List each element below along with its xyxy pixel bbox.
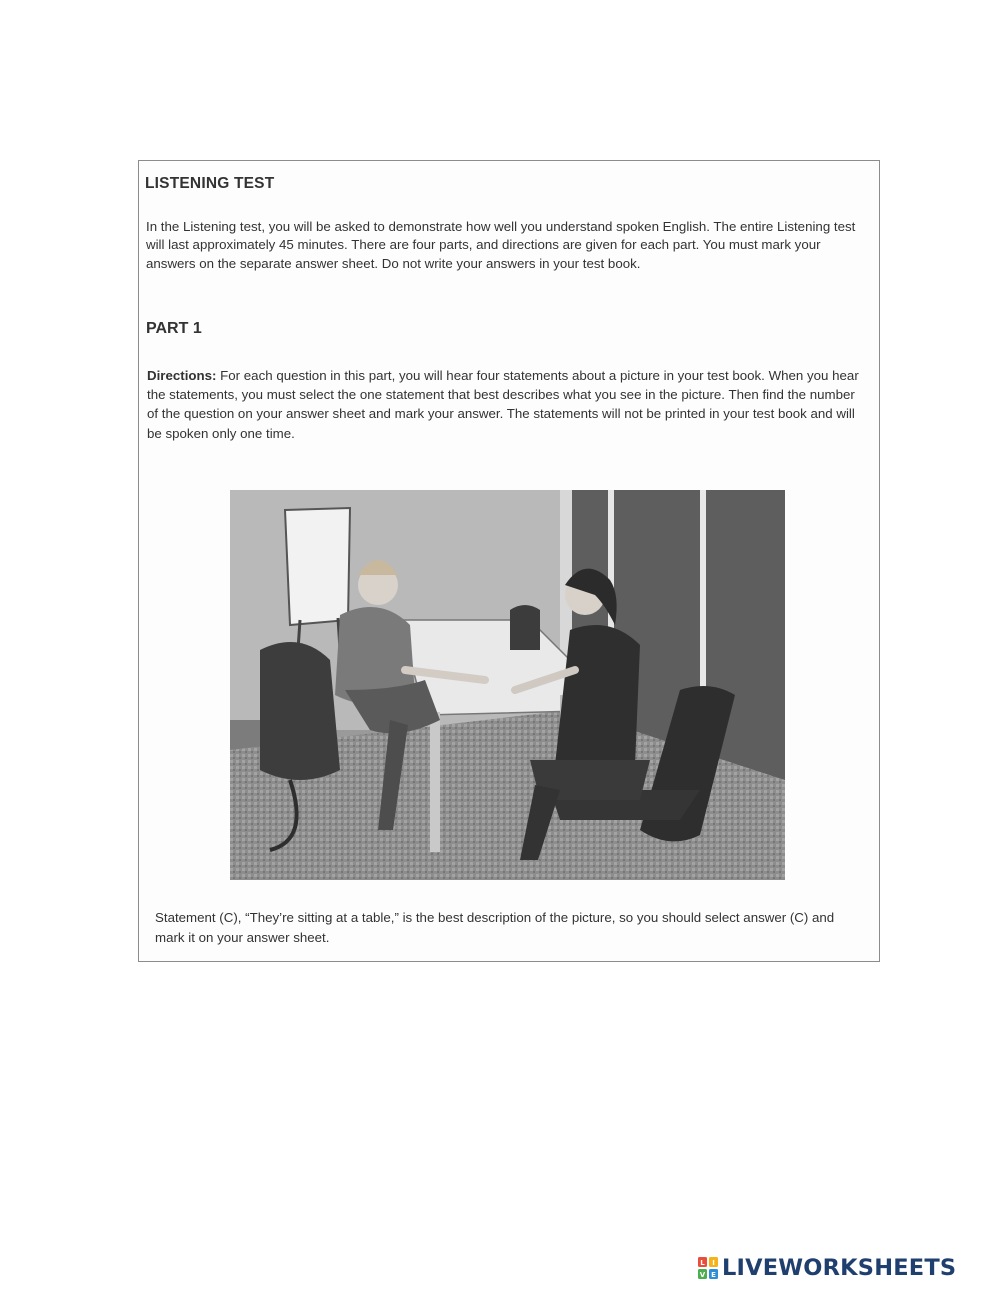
logo-letter: I [712, 1259, 715, 1267]
liveworksheets-wordmark: LIVEWORKSHEETS [722, 1254, 957, 1281]
example-caption: Statement (C), “They’re sitting at a table,” is the best description of the picture, so you should select answer (C) and mark it on your answer sheet. [155, 910, 835, 945]
logo-letter: E [711, 1271, 716, 1279]
directions-label: Directions: [147, 368, 217, 383]
example-photo [230, 490, 785, 880]
directions-paragraph [147, 366, 863, 443]
liveworksheets-logo-icon [697, 1256, 719, 1280]
page-title: LISTENING TEST [145, 175, 275, 192]
logo-letter: V [699, 1271, 706, 1279]
intro-paragraph: In the Listening test, you will be asked to demonstrate how well you understand spoken English. The entire Listening test will last approximately 45 minutes. There are four parts, and directions are given for each part. You must mark your answers on the separate answer sheet. Do not write your answers in your test book. [146, 219, 856, 271]
directions-text: For each question in this part, you will hear four statements about a picture in your test book. When you hear the statements, you must select the one statement that best describes what you see in the picture. Then find the number of the question on your answer sheet and mark your answer. The statements will not be printed in your test book and will be spoken only one time. [147, 368, 859, 441]
liveworksheets-brand[interactable] [697, 1253, 956, 1283]
photo-illustration [230, 490, 785, 880]
logo-letter: L [700, 1259, 705, 1267]
part-heading: PART 1 [146, 320, 202, 337]
